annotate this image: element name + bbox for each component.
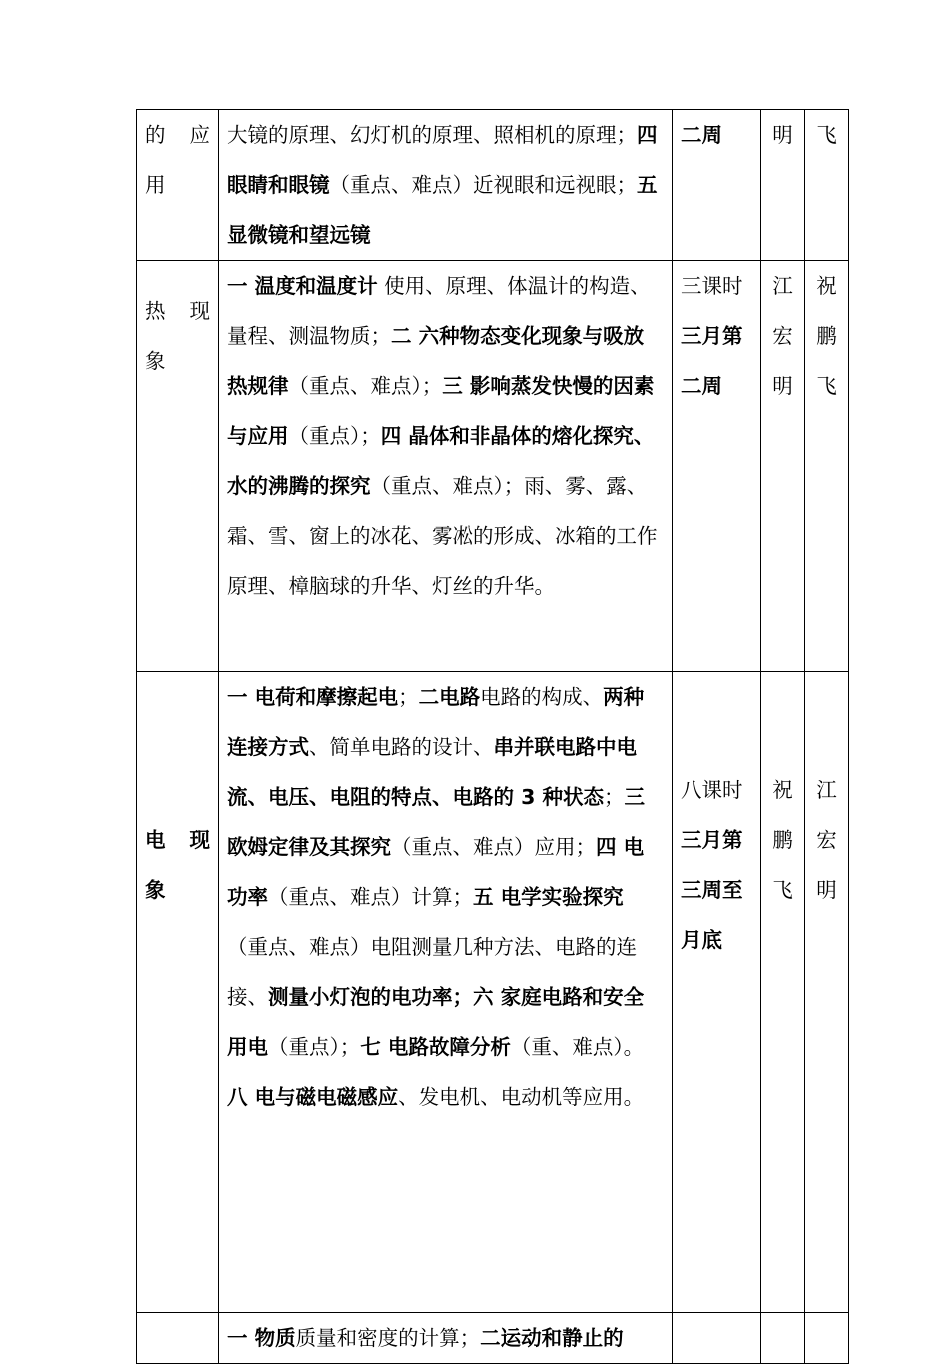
teacher-char: 鹏 — [772, 828, 793, 852]
period-cell — [673, 672, 761, 1313]
content-segment: （重点、难点）电阻测量几种方法、电路的连接、 — [227, 935, 637, 1009]
topic-line: 的 应 — [145, 123, 210, 147]
teacher-cell-1 — [761, 261, 805, 672]
content-segment: 、发电机、电动机等应用。 — [398, 1085, 645, 1109]
content-segment: 一 电荷和摩擦起电 — [227, 685, 399, 709]
topic-line: 热 现 — [145, 299, 210, 323]
table-row — [137, 110, 849, 261]
content-segment: 大镜的原理、幻灯机的原理、照相机的原理； — [227, 123, 637, 147]
content-segment: 质量和密度的计算； — [295, 1326, 481, 1350]
period-line: 二周 — [681, 123, 722, 147]
content-cell — [219, 672, 673, 1313]
content-segment: （重点、难点）应用； — [391, 835, 596, 859]
period-line: 月底 — [681, 928, 722, 952]
teacher-char: 江 — [772, 274, 793, 298]
content-segment: 五 电学实验探究 — [473, 885, 624, 909]
teacher-char: 明 — [772, 374, 793, 398]
content-segment: （重点、难点）；雨、雾、露、霜、雪、窗上的冰花、雾凇的形成、冰箱的工作原理、樟脑球的升华、灯丝的升华。 — [227, 474, 658, 598]
teacher-cell-1 — [761, 1313, 805, 1364]
teacher-char: 飞 — [772, 878, 793, 902]
teacher-char: 宏 — [772, 324, 793, 348]
period-cell — [673, 261, 761, 672]
teacher-cell-1 — [761, 110, 805, 261]
content-segment: 一 物质 — [227, 1326, 296, 1350]
topic-cell — [137, 672, 219, 1313]
teacher-char: 江 — [816, 778, 837, 802]
teacher-cell-1 — [761, 672, 805, 1313]
content-segment: 、简单电路的设计、 — [309, 735, 494, 759]
content-segment: 八 电与磁电磁感应 — [227, 1085, 399, 1109]
teacher-char: 祝 — [816, 274, 837, 298]
teacher-cell-2 — [805, 672, 849, 1313]
period-line: 三课时 — [681, 274, 743, 298]
content-segment: 二电路 — [418, 685, 481, 709]
table-row — [137, 672, 849, 1313]
topic-cell — [137, 1313, 219, 1364]
content-segment: （重点、难点）； — [288, 374, 443, 398]
content-segment: 五 显微镜和望远镜 — [227, 173, 658, 247]
content-segment: ； — [398, 685, 419, 709]
teacher-cell-2 — [805, 110, 849, 261]
content-segment: （重点）； — [268, 1035, 361, 1059]
topic-cell — [137, 110, 219, 261]
content-segment: （重点、难点）计算； — [268, 885, 473, 909]
teacher-char: 祝 — [772, 778, 793, 802]
period-line: 三月第 — [681, 324, 743, 348]
content-segment: ； — [604, 785, 625, 809]
content-segment: 三 影响蒸发快慢的因素与应用 — [227, 374, 655, 448]
teacher-char: 明 — [772, 123, 793, 147]
content-segment: 三 欧姆定律及其探究 — [227, 785, 646, 859]
content-segment: 四 晶体和非晶体的熔化探究、水的沸腾的探究 — [227, 424, 655, 498]
period-cell — [673, 110, 761, 261]
table-row — [137, 1313, 849, 1364]
period-line: 八课时 — [681, 778, 743, 802]
teacher-char: 鹏 — [816, 324, 837, 348]
topic-line: 用 — [145, 173, 166, 197]
teacher-char: 飞 — [816, 123, 837, 147]
teacher-cell-2 — [805, 1313, 849, 1364]
teacher-char: 宏 — [816, 828, 837, 852]
content-segment: 两种连接方式 — [227, 685, 645, 759]
content-segment: 使用、原理、体温计的构造、量程、测温物质； — [227, 274, 651, 348]
period-cell — [673, 1313, 761, 1364]
content-cell — [219, 110, 673, 261]
topic-cell — [137, 261, 219, 672]
table-row — [137, 261, 849, 672]
content-segment: 四 眼睛和眼镜 — [227, 123, 658, 197]
period-line: 二周 — [681, 374, 722, 398]
content-segment: （重点、难点）近视眼和远视眼； — [329, 173, 637, 197]
topic-line: 电 现 — [145, 828, 210, 852]
content-segment: 测量小灯泡的电功率；六 家庭电路和安全用电 — [227, 985, 645, 1059]
content-segment: 串并联电路中电流、电压、电阻的特点、电路的 3 种状态 — [227, 735, 637, 809]
content-segment: 七 电路故障分析 — [360, 1035, 511, 1059]
content-segment: （重点）； — [288, 424, 381, 448]
teacher-char: 明 — [816, 878, 837, 902]
content-segment: 一 温度和温度计 — [227, 274, 378, 298]
content-cell — [219, 261, 673, 672]
teacher-cell-2 — [805, 261, 849, 672]
content-cell — [219, 1313, 673, 1364]
teacher-char: 飞 — [816, 374, 837, 398]
content-segment: 二运动和静止的 — [480, 1326, 624, 1350]
topic-line: 象 — [145, 349, 166, 373]
teaching-plan-table — [136, 109, 849, 1364]
content-segment: 四 电功率 — [227, 835, 645, 909]
period-line: 三月第 — [681, 828, 743, 852]
content-segment: 电路的构成、 — [480, 685, 604, 709]
topic-line: 象 — [145, 878, 166, 902]
content-segment: 二 六种物态变化现象与吸放热规律 — [227, 324, 645, 398]
content-segment: （重、难点）。 — [510, 1035, 645, 1059]
period-line: 三周至 — [681, 878, 743, 902]
